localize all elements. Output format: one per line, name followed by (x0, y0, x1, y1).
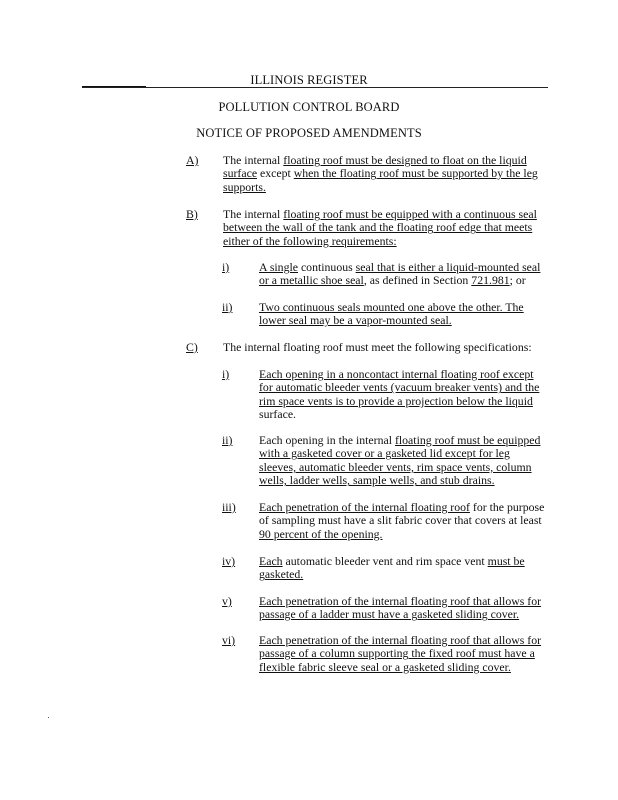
item-c-ii-text-1: Each opening in the internal (259, 433, 395, 447)
item-c-ii-text (259, 434, 549, 488)
item-b-i-text (259, 261, 549, 288)
item-a-text-3: except (257, 166, 294, 181)
item-c-v-label: v) (222, 594, 232, 608)
item-c-iv-text-3: must be gasketed. (259, 554, 525, 582)
item-b-label: B) (186, 207, 198, 221)
item-c-i-text-2: surface. (259, 407, 297, 422)
item-b-i-text-1: A single (259, 260, 298, 274)
item-c-ii-text-2: floating roof must be equipped with a gasketed cover or a gasketed lid except for leg sleeves, automatic bleeder vents, rim space vents, column wells, ladder wells, sample wells, and stub drains. (259, 433, 541, 488)
item-c-vi-label: vi) (222, 633, 236, 647)
item-a-text (223, 154, 545, 194)
item-c-i-label: i) (222, 367, 230, 381)
item-a-label: A) (186, 153, 199, 167)
item-a-text-1: The internal (223, 153, 284, 167)
board-title: POLLUTION CONTROL BOARD (218, 100, 400, 114)
register-title: ILLINOIS REGISTER (250, 73, 368, 87)
scan-speck (48, 717, 49, 718)
item-c-v-text: Each penetration of the internal floating roof that allows for passage of a ladder must have a gasketed sliding cover. (259, 594, 542, 622)
item-b-text-1: The internal (223, 207, 284, 221)
item-c-iii-text-2: for the purpose of sampling must have a slit fabric cover that covers at least (259, 500, 545, 528)
item-a-text-2: floating roof must be designed to float on the liquid surface (223, 153, 527, 181)
item-c-text: The internal floating roof must meet the following specifications: (223, 340, 532, 354)
item-c-iv-text-2: automatic bleeder vent and rim space vent (282, 554, 488, 568)
item-c-i-text (259, 368, 549, 422)
item-c-i-text-1: Each opening in a noncontact internal floating roof except for automatic bleeder vents (vacuum breaker vents) and the rim space vents is to provide a projection below the liquid (259, 367, 540, 408)
item-c-iii-text-3: 90 percent of the opening. (259, 526, 383, 541)
item-c-iv-text (259, 555, 549, 582)
item-c-ii-label: ii) (222, 433, 233, 447)
item-b-ii-text: Two continuous seals mounted one above the other. The lower seal may be a vapor-mounted seal. (259, 300, 524, 328)
item-b-i-text-2: continuous (298, 260, 356, 274)
notice-title: NOTICE OF PROPOSED AMENDMENTS (196, 126, 422, 140)
item-c-iii-text-1: Each penetration of the internal floating roof (259, 500, 470, 514)
item-b-i-label: i) (222, 260, 230, 274)
item-a-text-4: when the floating roof must be supported by the leg supports. (223, 166, 538, 194)
item-c-vi-text: Each penetration of the internal floating roof that allows for passage of a column supporting the fixed roof must have a flexible fabric sleeve seal or a gasketed sliding cover. (259, 633, 542, 674)
item-b-i-text-3: seal that is either a liquid-mounted seal or a metallic shoe seal (259, 260, 541, 288)
item-b-ii-label: ii) (222, 300, 233, 314)
item-b-i-text-6: ; or (509, 273, 526, 288)
item-c-iv-label: iv) (222, 554, 236, 568)
item-b-i-text-5: 721.981 (471, 273, 510, 288)
item-b-text-2: floating roof must be equipped with a continuous seal between the wall of the tank and the floating roof edge that meets either of the following requirements: (223, 207, 537, 248)
item-c-label: C) (186, 340, 198, 354)
item-c-iii-label: iii) (222, 500, 236, 514)
item-c-iv-text-1: Each (259, 554, 283, 568)
item-c-iii-text (259, 501, 549, 541)
item-b-i-text-4: , as defined in Section (363, 273, 472, 288)
item-b-text (223, 208, 545, 248)
